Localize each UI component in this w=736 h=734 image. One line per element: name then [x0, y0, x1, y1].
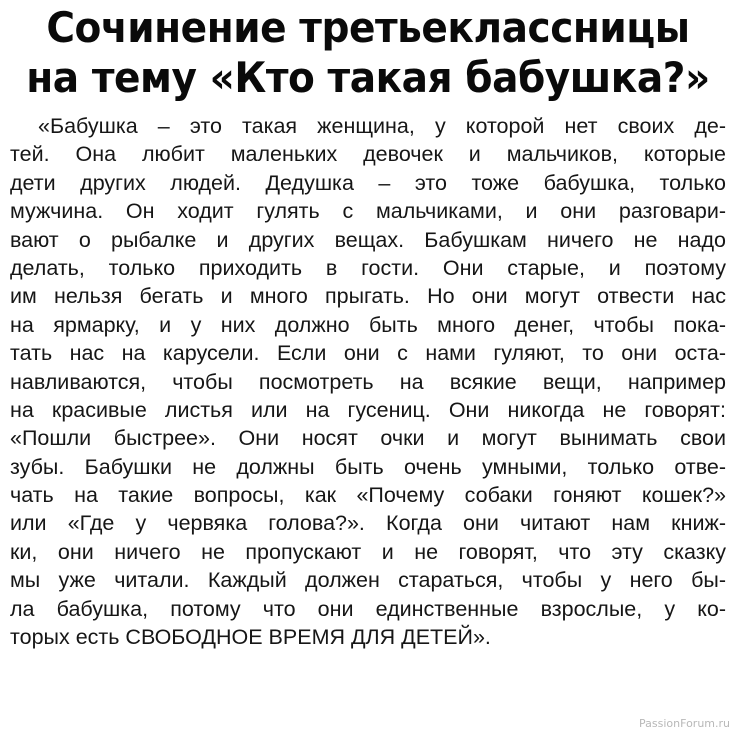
essay-line: делать, только приходить в гости. Они старые, и поэтому — [10, 255, 726, 280]
title-line-1: Сочинение третьеклассницы — [46, 3, 690, 52]
essay-line: торых есть СВОБОДНОЕ ВРЕМЯ ДЛЯ ДЕТЕЙ». — [10, 625, 491, 650]
essay-line: или «Где у червяка голова?». Когда они читают нам книж- — [10, 511, 726, 536]
essay-line: «Пошли быстрее». Они носят очки и могут вынимать свои — [10, 426, 726, 451]
watermark: PassionForum.ru — [639, 717, 730, 730]
essay-line: чать на такие вопросы, как «Почему собаки гоняют кошек?» — [10, 483, 726, 508]
essay-line: им нельзя бегать и много прыгать. Но они могут отвести нас — [10, 284, 726, 309]
essay-line: «Бабушка – это такая женщина, у которой нет своих де- — [38, 114, 726, 138]
essay-line: вают о рыбалке и других вещах. Бабушкам ничего не надо — [10, 227, 726, 252]
essay-line: навливаются, чтобы посмотреть на всякие вещи, например — [10, 369, 726, 394]
essay-line: тать нас на карусели. Если они с нами гуляют, то они оста- — [10, 341, 726, 366]
essay-line: ки, они ничего не пропускают и не говорят, что эту сказку — [10, 539, 726, 564]
essay-line: ла бабушка, потому что они единственные взрослые, у ко- — [10, 596, 726, 621]
essay-line: тей. Она любит маленьких девочек и мальчиков, которые — [10, 142, 726, 167]
essay-line: дети других людей. Дедушка – это тоже бабушка, только — [10, 170, 726, 195]
essay-line: мужчина. Он ходит гулять с мальчиками, и они разговари- — [10, 199, 726, 224]
title-line-2: на тему «Кто такая бабушка?» — [26, 53, 710, 102]
essay-body — [10, 112, 726, 651]
essay-line: мы уже читали. Каждый должен стараться, чтобы у него бы- — [10, 568, 726, 593]
essay-line: на ярмарку, и у них должно быть много денег, чтобы пока- — [10, 312, 726, 337]
essay-line: зубы. Бабушки не должны быть очень умными, только отве- — [10, 454, 726, 479]
essay-line: на красивые листья или на гусениц. Они никогда не говорят: — [10, 397, 726, 422]
